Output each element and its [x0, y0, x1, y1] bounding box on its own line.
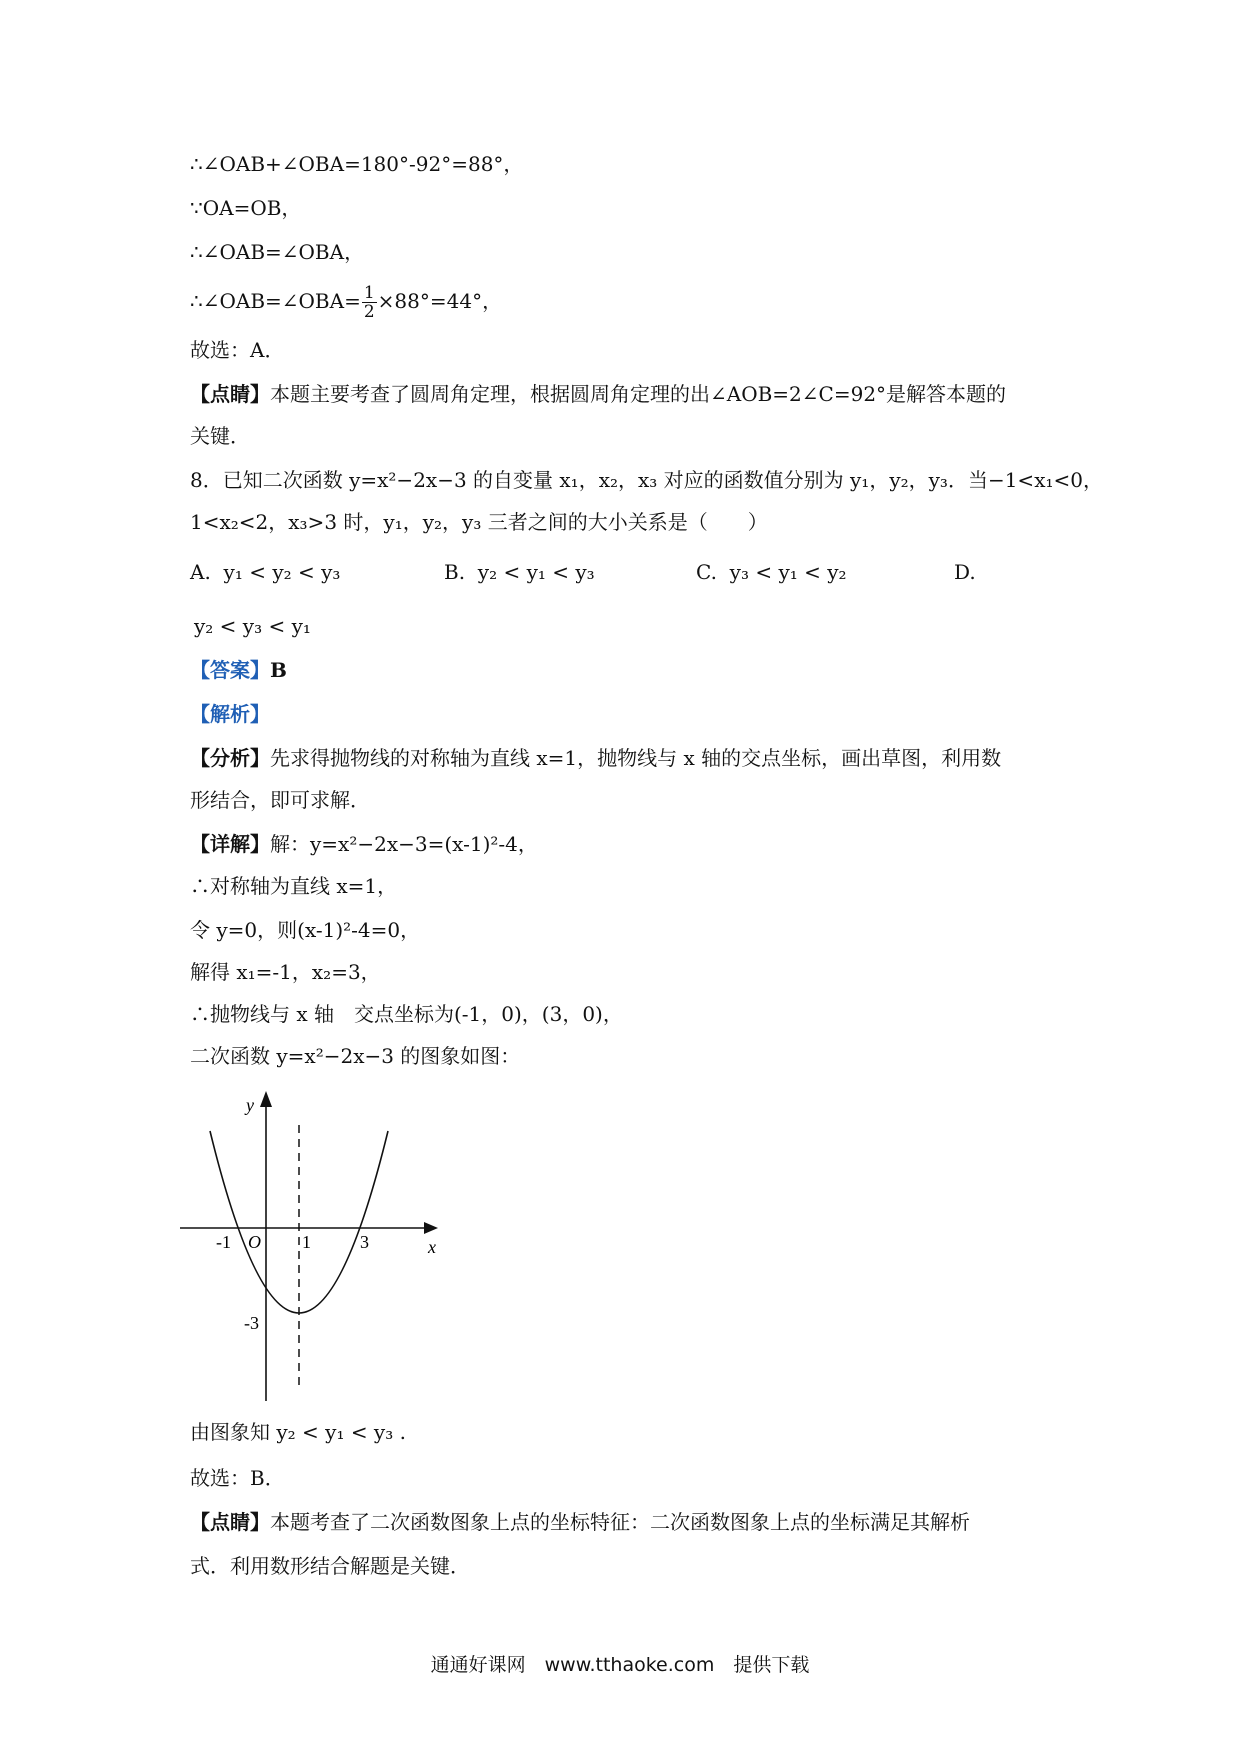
tick-label-neg3: -3 [244, 1313, 259, 1333]
detail-line-1 [190, 830, 538, 858]
option-a [190, 558, 340, 586]
detail-line-6: 二次函数 y=x²−2x−3 的图象如图： [190, 1044, 521, 1068]
analysis-heading [190, 700, 270, 728]
parabola-graph [180, 1085, 460, 1405]
fenxi-tag: 【分析】 [190, 746, 270, 770]
fraction-denominator: 2 [363, 302, 375, 322]
fraction-one-half [362, 284, 377, 321]
option-b-label: B. [444, 560, 466, 584]
option-d-text: y₂ < y₃ < y₁ [194, 614, 311, 638]
analysis-tag: 【解析】 [190, 702, 270, 726]
solution-line-4-suffix: ×88°=44°， [377, 289, 503, 313]
key-point-tag: 【点睛】 [190, 382, 270, 406]
detail-line-2: ∴对称轴为直线 x=1， [190, 874, 398, 898]
solution-line-2: ∵OA=OB， [190, 196, 302, 220]
option-b [444, 558, 595, 586]
detail-line-5: ∴抛物线与 x 轴 交点坐标为(-1，0)，(3，0)， [190, 1002, 623, 1026]
choice-line-b: 故选：B． [190, 1466, 285, 1490]
tick-label-3: 3 [360, 1232, 369, 1252]
key-point-2-tag: 【点睛】 [190, 1510, 270, 1534]
key-point-2-text: 本题考查了二次函数图象上点的坐标特征：二次函数图象上点的坐标满足其解析 [270, 1510, 970, 1534]
answer-tag: 【答案】 [190, 658, 270, 682]
origin-label: O [248, 1232, 261, 1252]
answer-value: B [270, 658, 287, 682]
detail-tag: 【详解】 [190, 832, 270, 856]
detail-line-3: 令 y=0，则(x-1)²-4=0， [190, 918, 421, 942]
choice-line-a: 故选：A． [190, 338, 285, 362]
question-8-line-1: 8．已知二次函数 y=x²−2x−3 的自变量 x₁，x₂，x₃ 对应的函数值分别为 y₁，y₂，y₃．当−1<x₁<0， [190, 468, 1103, 492]
conclusion-line-1: 由图象知 y₂ < y₁ < y₃ . [190, 1420, 406, 1444]
tick-label-neg1: -1 [216, 1232, 231, 1252]
answer-line [190, 656, 287, 684]
question-8-line-2: 1<x₂<2，x₃>3 时，y₁，y₂，y₃ 三者之间的大小关系是（ ） [190, 510, 768, 534]
tick-label-1: 1 [302, 1232, 311, 1252]
x-axis-arrow [424, 1222, 438, 1234]
option-c-label: C. [696, 560, 717, 584]
key-point-2-line-2: 式．利用数形结合解题是关键． [190, 1554, 470, 1578]
fraction-numerator: 1 [363, 283, 375, 303]
solution-line-4-prefix: ∴∠OAB=∠OBA= [190, 289, 361, 313]
option-c [696, 558, 847, 586]
x-axis-label: x [428, 1237, 436, 1257]
option-d-label: D. [954, 560, 976, 584]
key-point-2-line-1 [190, 1508, 970, 1536]
fenxi-line-2: 形结合，即可求解． [190, 788, 370, 812]
y-axis-label: y [246, 1095, 254, 1115]
detail-line-4: 解得 x₁=-1，x₂=3， [190, 960, 381, 984]
option-a-label: A. [190, 560, 211, 584]
option-b-text: y₂ < y₁ < y₃ [477, 560, 595, 584]
key-point-text: 本题主要考查了圆周角定理，根据圆周角定理的出∠AOB=2∠C=92°是解答本题的 [270, 382, 1007, 406]
y-axis-arrow [260, 1091, 272, 1107]
option-c-text: y₃ < y₁ < y₂ [729, 560, 847, 584]
fenxi-text-1: 先求得抛物线的对称轴为直线 x=1，抛物线与 x 轴的交点坐标，画出草图，利用数 [270, 746, 1002, 770]
key-point-line-2: 关键． [190, 424, 250, 448]
fenxi-line-1 [190, 744, 1001, 772]
solution-line-1: ∴∠OAB+∠OBA=180°-92°=88°， [190, 152, 524, 176]
solution-line-3: ∴∠OAB=∠OBA， [190, 240, 365, 264]
key-point-line-1 [190, 380, 1006, 408]
detail-text-1: 解：y=x²−2x−3=(x-1)²-4， [270, 832, 538, 856]
solution-line-4 [190, 284, 502, 321]
option-a-text: y₁ < y₂ < y₃ [223, 560, 341, 584]
footer-text: 通通好课网 www.tthaoke.com 提供下载 [430, 1654, 810, 1676]
